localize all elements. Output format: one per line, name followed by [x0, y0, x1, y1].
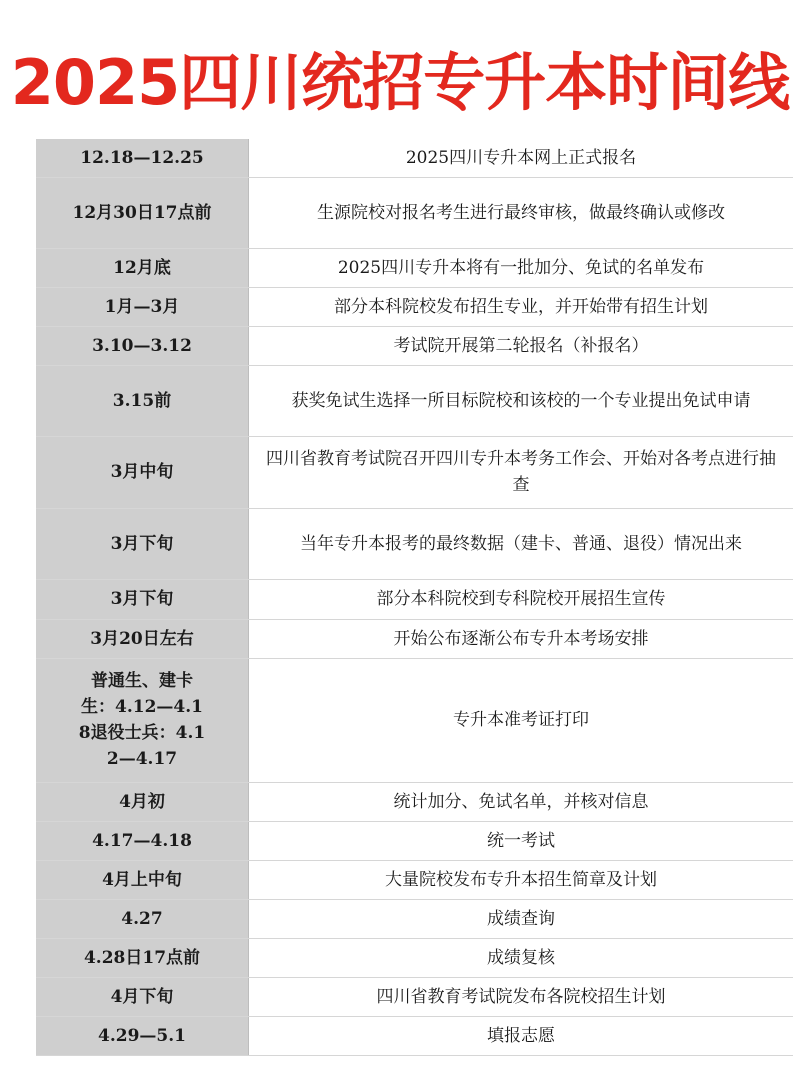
date-cell: 3月20日左右 — [36, 619, 249, 658]
event-cell: 统一考试 — [249, 821, 794, 860]
timeline-table — [36, 139, 793, 1056]
table-row — [36, 619, 793, 658]
event-cell: 生源院校对报名考生进行最终审核，做最终确认或修改 — [249, 177, 794, 248]
table-row — [36, 977, 793, 1016]
table-row — [36, 899, 793, 938]
date-cell: 4.29—5.1 — [36, 1016, 249, 1055]
date-cell: 3月下旬 — [36, 579, 249, 619]
event-cell: 部分本科院校发布招生专业，并开始带有招生计划 — [249, 287, 794, 326]
table-row — [36, 658, 793, 782]
event-cell: 四川省教育考试院发布各院校招生计划 — [249, 977, 794, 1016]
event-cell: 四川省教育考试院召开四川专升本考务工作会、开始对各考点进行抽查 — [249, 436, 794, 508]
date-cell: 4.27 — [36, 899, 249, 938]
date-cell: 3月下旬 — [36, 508, 249, 579]
table-row — [36, 938, 793, 977]
event-cell: 专升本准考证打印 — [249, 658, 794, 782]
table-row — [36, 782, 793, 821]
event-cell: 部分本科院校到专科院校开展招生宣传 — [249, 579, 794, 619]
date-cell: 12月30日17点前 — [36, 177, 249, 248]
table-row — [36, 365, 793, 436]
table-row — [36, 860, 793, 899]
date-cell: 3.10—3.12 — [36, 326, 249, 365]
event-cell: 当年专升本报考的最终数据（建卡、普通、退役）情况出来 — [249, 508, 794, 579]
table-row — [36, 287, 793, 326]
date-cell: 3.15前 — [36, 365, 249, 436]
table-row — [36, 579, 793, 619]
event-cell: 2025四川专升本将有一批加分、免试的名单发布 — [249, 248, 794, 287]
date-cell: 4.28日17点前 — [36, 938, 249, 977]
table-row — [36, 139, 793, 177]
table-row — [36, 1016, 793, 1055]
event-cell: 统计加分、免试名单，并核对信息 — [249, 782, 794, 821]
table-row — [36, 326, 793, 365]
event-cell: 获奖免试生选择一所目标院校和该校的一个专业提出免试申请 — [249, 365, 794, 436]
date-cell: 12.18—12.25 — [36, 139, 249, 177]
event-cell: 填报志愿 — [249, 1016, 794, 1055]
page-title: 2025四川统招专升本时间线 — [10, 46, 790, 119]
date-cell: 1月—3月 — [36, 287, 249, 326]
date-cell: 4月下旬 — [36, 977, 249, 1016]
event-cell: 成绩复核 — [249, 938, 794, 977]
date-cell: 4月初 — [36, 782, 249, 821]
table-row — [36, 508, 793, 579]
table-row — [36, 821, 793, 860]
date-cell: 普通生、建卡生：4.12—4.18退役士兵：4.12—4.17 — [36, 658, 249, 782]
event-cell: 考试院开展第二轮报名（补报名） — [249, 326, 794, 365]
date-cell: 4月上中旬 — [36, 860, 249, 899]
event-cell: 开始公布逐渐公布专升本考场安排 — [249, 619, 794, 658]
date-cell: 3月中旬 — [36, 436, 249, 508]
table-row — [36, 248, 793, 287]
date-cell: 4.17—4.18 — [36, 821, 249, 860]
table-row — [36, 177, 793, 248]
event-cell: 成绩查询 — [249, 899, 794, 938]
table-row — [36, 436, 793, 508]
event-cell: 大量院校发布专升本招生简章及计划 — [249, 860, 794, 899]
date-cell: 12月底 — [36, 248, 249, 287]
event-cell: 2025四川专升本网上正式报名 — [249, 139, 794, 177]
